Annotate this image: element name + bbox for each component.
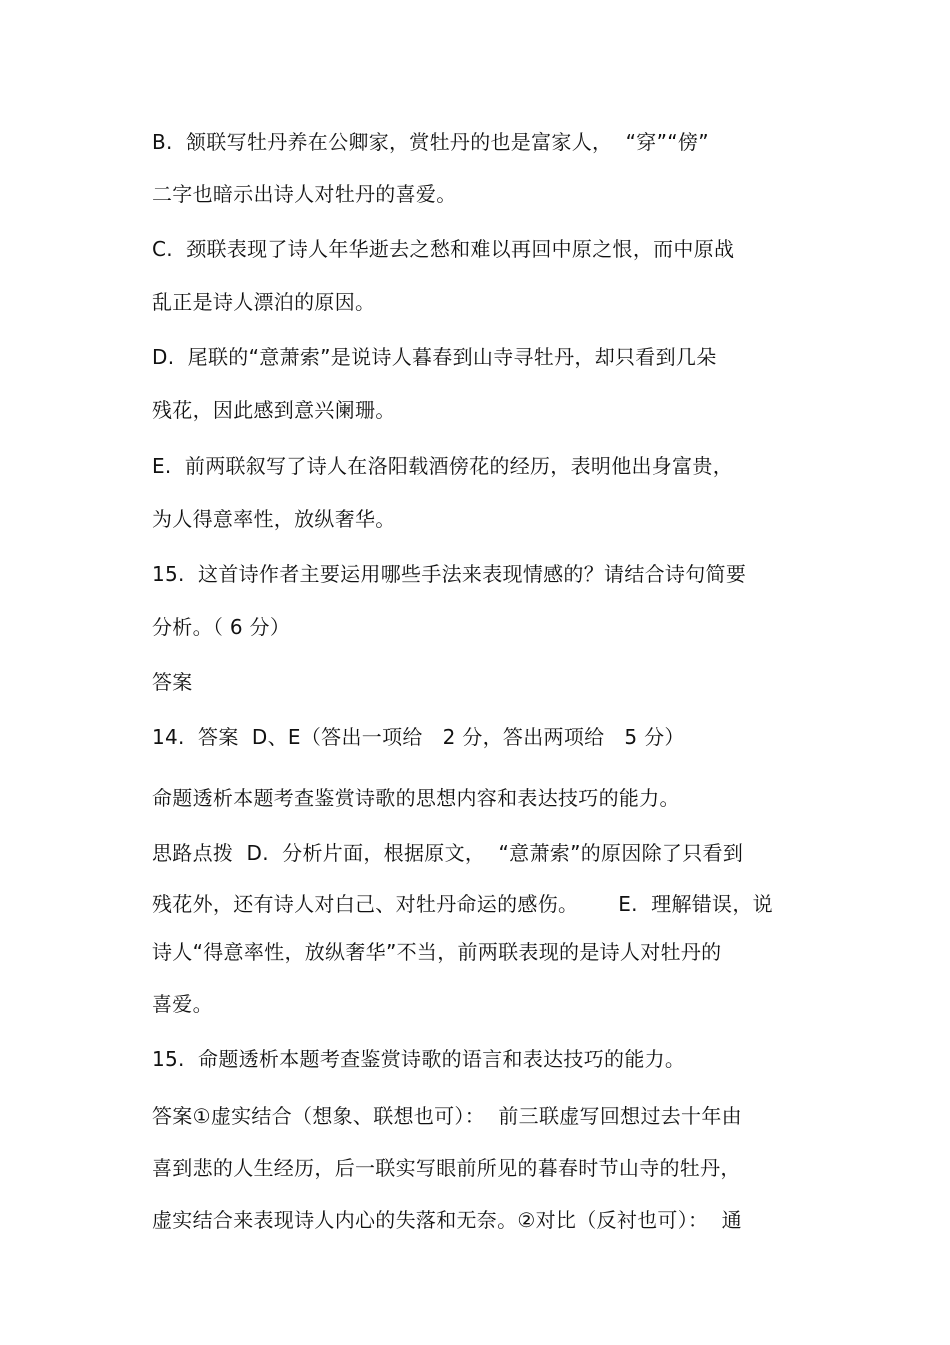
option-c-line-1: C. 颈联表现了诗人年华逝去之愁和难以再回中原之恨，而中原战: [152, 237, 735, 261]
option-c-line-2: 乱正是诗人漂泊的原因。: [152, 290, 376, 314]
answer-heading: 答案: [152, 670, 193, 694]
answer-14-hint-line-3: 诗人“得意率性，放纵奢华”不当，前两联表现的是诗人对牡丹的: [152, 940, 722, 964]
option-d-line-1: D. 尾联的“意萧索”是说诗人暮春到山寺寻牡丹，却只看到几朵: [152, 345, 717, 369]
answer-15-analysis: 15. 命题透析本题考查鉴赏诗歌的语言和表达技巧的能力。: [152, 1047, 686, 1071]
option-b-line-2: 二字也暗示出诗人对牡丹的喜爱。: [152, 182, 457, 206]
answer-15-line-1: 答案①虚实结合（想象、联想也可）： 前三联虚写回想过去十年由: [152, 1104, 742, 1128]
answer-14-hint-line-4: 喜爱。: [152, 992, 213, 1016]
answer-14-analysis: 命题透析本题考查鉴赏诗歌的思想内容和表达技巧的能力。: [152, 786, 680, 810]
answer-15-line-3: 虚实结合来表现诗人内心的失落和无奈。②对比（反衬也可）： 通: [152, 1208, 742, 1232]
option-e-line-2: 为人得意率性，放纵奢华。: [152, 507, 396, 531]
question-15-line-2: 分析。（ 6 分）: [152, 615, 291, 639]
answer-14-line: 14. 答案 D、E（答出一项给 2 分，答出两项给 5 分）: [152, 725, 685, 749]
answer-14-hint-line-1: 思路点拨 D. 分析片面，根据原文， “意萧索”的原因除了只看到: [152, 841, 744, 865]
option-d-line-2: 残花，因此感到意兴阑珊。: [152, 398, 396, 422]
answer-15-line-2: 喜到悲的人生经历，后一联实写眼前所见的暮春时节山寺的牡丹，: [152, 1156, 741, 1180]
option-b-line-1: B. 颔联写牡丹养在公卿家，赏牡丹的也是富家人， “穿”“傍”: [152, 130, 709, 154]
answer-14-hint-line-2: 残花外，还有诗人对白己、对牡丹命运的感伤。 E. 理解错误，说: [152, 892, 773, 916]
option-e-line-1: E. 前两联叙写了诗人在洛阳载酒傍花的经历，表明他出身富贵，: [152, 454, 734, 478]
question-15-line-1: 15. 这首诗作者主要运用哪些手法来表现情感的？请结合诗句简要: [152, 562, 747, 586]
